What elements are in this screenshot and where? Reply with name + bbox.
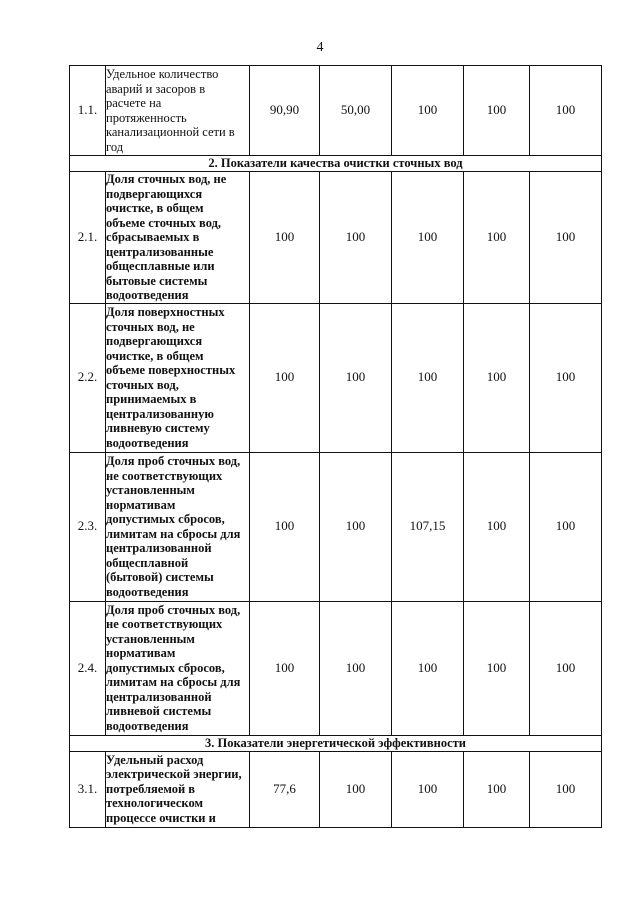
row-number: 2.2. (70, 303, 106, 452)
value-cell: 100 (530, 66, 602, 156)
description-line: подвергающихся (106, 186, 203, 201)
description-line: допустимых сбросов, (106, 660, 225, 675)
description-line: процессе очистки и (106, 810, 216, 825)
description-line: водоотведения (106, 435, 189, 450)
description-line: аварий и засоров в (106, 81, 206, 96)
section-title: 2. Показатели качества очистки сточных вод (70, 156, 602, 172)
description-line: очистке, в общем (106, 201, 204, 215)
description-line: Доля проб сточных вод, (106, 602, 241, 617)
description-line: водоотведения (106, 584, 189, 599)
value-cell: 100 (392, 751, 464, 827)
table-row (70, 303, 602, 452)
value-cell: 100 (320, 452, 392, 601)
value-cell: 100 (530, 751, 602, 827)
table-row (70, 172, 602, 304)
description-line: допустимых сбросов, (106, 512, 225, 526)
row-number: 1.1. (70, 66, 106, 156)
description-line: сточных вод, не (106, 319, 195, 334)
indicators-table (69, 65, 602, 828)
value-cell: 100 (250, 601, 320, 735)
description-line: установленным (106, 483, 195, 497)
value-cell: 100 (320, 601, 392, 735)
value-cell: 100 (392, 172, 464, 304)
value-cell: 107,15 (392, 452, 464, 601)
page-number: 4 (316, 40, 324, 55)
table-row (70, 751, 602, 827)
value-cell: 100 (320, 751, 392, 827)
value-cell: 100 (392, 303, 464, 452)
value-cell: 100 (392, 601, 464, 735)
description-line: лимитам на сбросы для (106, 675, 241, 690)
description-line: лимитам на сбросы для (106, 526, 241, 541)
description-line: водоотведения (106, 718, 189, 733)
row-number: 2.3. (70, 452, 106, 601)
table-row (70, 601, 602, 735)
description-line: централизованной (106, 541, 212, 555)
description-line: не соответствующих (106, 617, 223, 632)
value-cell: 100 (392, 66, 464, 156)
row-number: 2.1. (70, 172, 106, 304)
table-row (70, 66, 602, 156)
row-description (106, 172, 250, 304)
value-cell: 100 (320, 303, 392, 452)
row-number: 3.1. (70, 751, 106, 827)
value-cell: 100 (250, 172, 320, 304)
description-line: сбрасываемых в (106, 230, 200, 244)
row-description (106, 601, 250, 735)
value-cell: 100 (464, 751, 530, 827)
value-cell: 100 (530, 452, 602, 601)
description-line: расчете на (106, 96, 162, 110)
value-cell: 100 (464, 303, 530, 452)
description-line: принимаемых в (106, 392, 197, 406)
value-cell: 100 (530, 172, 602, 304)
description-line: нормативам (106, 646, 176, 661)
description-line: бытовые системы (106, 273, 208, 288)
description-line: потребляемой в (106, 781, 196, 796)
value-cell: 100 (464, 66, 530, 156)
value-cell: 50,00 (320, 66, 392, 156)
value-cell: 100 (530, 601, 602, 735)
description-line: год (106, 139, 124, 154)
value-cell: 100 (464, 172, 530, 304)
description-line: очистке, в общем (106, 348, 204, 363)
value-cell: 100 (464, 452, 530, 601)
row-description (106, 303, 250, 452)
description-line: общесплавные или (106, 259, 215, 273)
section-title: 3. Показатели энергетической эффективности (70, 735, 602, 751)
description-line: централизованные (106, 244, 214, 259)
description-line: объеме сточных вод, (106, 215, 222, 230)
description-line: Удельное количество (106, 67, 219, 81)
value-cell: 100 (250, 452, 320, 601)
description-line: сточных вод, (106, 377, 179, 392)
value-cell: 100 (250, 303, 320, 452)
value-cell: 77,6 (250, 751, 320, 827)
description-line: Удельный расход (106, 752, 204, 767)
value-cell: 100 (320, 172, 392, 304)
row-description (106, 452, 250, 601)
description-line: общесплавной (106, 555, 189, 570)
description-line: водоотведения (106, 288, 189, 302)
description-line: электрической энергии, (106, 767, 242, 782)
value-cell: 90,90 (250, 66, 320, 156)
description-line: технологическом (106, 796, 203, 811)
description-line: Доля поверхностных (106, 305, 225, 319)
description-line: централизованной (106, 689, 212, 704)
description-line: установленным (106, 631, 195, 646)
description-line: (бытовой) системы (106, 570, 214, 584)
description-line: централизованную (106, 406, 214, 421)
description-line: Доля проб сточных вод, (106, 454, 241, 468)
description-line: ливневой системы (106, 704, 212, 719)
description-line: протяженность (106, 110, 187, 125)
description-line: нормативам (106, 497, 176, 512)
description-line: ливневую систему (106, 421, 210, 435)
description-line: канализационной сети в (106, 125, 235, 139)
description-line: не соответствующих (106, 468, 223, 483)
section-header-row (70, 735, 602, 751)
row-number: 2.4. (70, 601, 106, 735)
value-cell: 100 (530, 303, 602, 452)
description-line: Доля сточных вод, не (106, 172, 227, 186)
value-cell: 100 (464, 601, 530, 735)
description-line: подвергающихся (106, 334, 203, 348)
table-row (70, 452, 602, 601)
row-description (106, 66, 250, 156)
description-line: объеме поверхностных (106, 363, 236, 377)
row-description (106, 751, 250, 827)
section-header-row (70, 156, 602, 172)
